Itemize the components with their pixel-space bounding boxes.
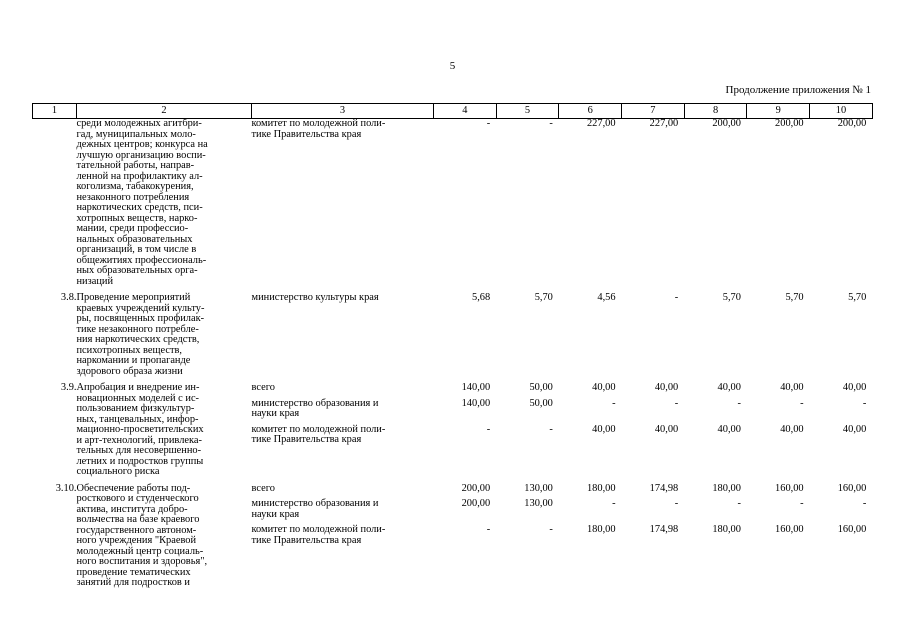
activity-name-line: общежитиях профессиональ- (76, 254, 207, 266)
funding-value: - (674, 397, 679, 409)
value-cell (810, 484, 873, 589)
funding-value: 130,00 (524, 482, 553, 494)
funding-value: 140,00 (461, 382, 491, 393)
executor-line: комитет по молодежной поли- (251, 423, 386, 435)
executor (252, 525, 434, 546)
executor-line: науки края (251, 408, 300, 419)
activity-name (77, 484, 252, 589)
table-body (33, 119, 873, 589)
activity-name-line: ных, танцевальных, инфор- (76, 413, 199, 425)
funding-value: 180,00 (712, 482, 741, 494)
funding-value: - (612, 397, 616, 409)
funding-value: 180,00 (712, 524, 741, 535)
row-number: 3.9. (60, 382, 77, 393)
activity-name-line: коголизма, табакокурения, (76, 181, 194, 192)
activity-name-line: наркотических средств, пси- (76, 202, 203, 213)
value-cell (747, 484, 810, 589)
executor (252, 383, 434, 399)
activity-name-line: наркомании и пропаганде (76, 355, 191, 366)
funding-value: 40,00 (654, 423, 679, 435)
activity-name-line: Обеспечение работы под- (76, 482, 191, 494)
activity-name-line: гад, муниципальных моло- (76, 128, 196, 140)
value-cell (747, 119, 810, 294)
column-header: 7 (622, 104, 685, 119)
column-header: 4 (434, 104, 497, 119)
value-cell (684, 293, 747, 383)
activity-name-line: тельных для несовершенно- (76, 445, 202, 456)
activity-name-line: социального риска (76, 466, 160, 477)
funding-value: 40,00 (592, 382, 616, 393)
activity-name-line: Проведение мероприятий (76, 292, 191, 303)
table-row (33, 293, 873, 383)
column-header: 5 (496, 104, 559, 119)
activity-name-line: ленной на профилактику ал- (76, 170, 203, 182)
funding-value: 140,00 (461, 397, 491, 409)
column-header: 9 (747, 104, 810, 119)
funding-value: - (800, 397, 804, 409)
funding-value: - (862, 498, 867, 509)
table-row (33, 383, 873, 484)
activity-name (77, 119, 252, 294)
funding-value: 174,98 (649, 482, 679, 494)
funding-value: 200,00 (712, 118, 741, 129)
activity-name-line: ного учреждения "Краевой (76, 535, 197, 546)
activity-name-line: краевых учреждений культу- (76, 302, 205, 314)
value-cell (559, 484, 622, 589)
funding-value: 160,00 (775, 482, 804, 494)
column-header: 3 (252, 104, 434, 119)
activity-name-line: хотропных веществ, нарко- (76, 212, 198, 224)
funding-value: 200,00 (837, 118, 867, 129)
activity-name (77, 383, 252, 484)
activity-name-line: ных образовательных орга- (76, 265, 198, 276)
activity-name-line: летних и подростков группы (76, 455, 204, 467)
activity-name-line: дежных центров; конкурса на (76, 139, 208, 150)
funding-value: 180,00 (586, 524, 616, 535)
row-number: 3.10. (55, 482, 77, 494)
value-cell (810, 383, 873, 484)
executor (252, 499, 434, 525)
funding-value: - (486, 423, 491, 435)
funding-value: 5,70 (848, 292, 867, 303)
funding-value: 40,00 (780, 423, 804, 435)
funding-value: 200,00 (461, 482, 491, 494)
column-header: 1 (33, 104, 77, 119)
executor (252, 293, 434, 304)
funding-value: 227,00 (586, 118, 616, 129)
continuation-label: Продолжение приложения № 1 (725, 84, 871, 96)
activity-name-line: здорового образа жизни (76, 365, 183, 377)
value-cell (496, 383, 559, 484)
activity-name-line: мании, среди профессио- (76, 223, 189, 234)
value-cell (434, 119, 497, 294)
value-cell (434, 383, 497, 484)
executor-line: комитет по молодежной поли- (251, 118, 386, 129)
funding-value: 5,70 (785, 292, 804, 303)
activity-name-line: актива, института добро- (76, 503, 188, 515)
value-cell (747, 293, 810, 383)
program-table (32, 103, 873, 589)
value-cell (622, 119, 685, 294)
value-cell (559, 293, 622, 383)
funding-value: 5,70 (534, 292, 553, 303)
activity-name-line: вольчества на базе краевого (76, 514, 200, 525)
funding-value: 4,56 (597, 292, 616, 303)
executor (252, 425, 434, 446)
column-header: 6 (559, 104, 622, 119)
funding-value: - (549, 118, 553, 129)
funding-value: 40,00 (780, 382, 804, 393)
funding-value: 200,00 (461, 498, 491, 509)
funding-value: - (800, 498, 804, 509)
value-cell (496, 293, 559, 383)
activity-name-line: среди молодежных агитбри- (76, 118, 202, 129)
executor-line: тике Правительства края (251, 128, 362, 140)
funding-value: - (737, 498, 741, 509)
funding-value: - (486, 118, 491, 129)
funding-value: - (737, 397, 741, 409)
executor (252, 484, 434, 500)
funding-value: 40,00 (717, 382, 741, 393)
executor (252, 399, 434, 425)
funding-value: 174,98 (649, 524, 679, 535)
activity-name-line: низаций (76, 275, 114, 287)
funding-value: - (549, 524, 553, 535)
activity-name-line: занятий для подростков и (76, 577, 190, 588)
activity-name-line: молодежный центр социаль- (76, 545, 204, 557)
executor-line: министерство культуры края (251, 292, 379, 303)
activity-name-line: тательной работы, направ- (76, 160, 195, 171)
value-cell (684, 119, 747, 294)
executor-cell (252, 293, 434, 383)
funding-value: 200,00 (775, 118, 804, 129)
value-cell (747, 383, 810, 484)
funding-value: 50,00 (529, 382, 553, 393)
activity-name-line: психотропных веществ, (76, 344, 183, 356)
executor-line: тике Правительства края (251, 434, 362, 445)
activity-name-line: пользованием физкультур- (76, 403, 195, 414)
activity-name-line: и арт-технологий, привлека- (76, 434, 202, 446)
table-row (33, 119, 873, 294)
funding-value: 40,00 (717, 423, 741, 435)
funding-value: - (674, 498, 679, 509)
funding-value: 40,00 (654, 382, 679, 393)
executor-line: министерство образования и (251, 397, 379, 409)
funding-value: - (862, 397, 867, 409)
value-cell (496, 119, 559, 294)
funding-value: - (549, 423, 553, 435)
activity-name-line: новационных моделей с ис- (76, 392, 200, 404)
activity-name-line: росткового и студенческого (76, 493, 199, 504)
activity-name-line: организаций, в том числе в (76, 244, 197, 255)
activity-name-line: ры, посвященных профилак- (76, 313, 205, 324)
funding-value: 160,00 (775, 524, 804, 535)
executor-cell (252, 119, 434, 294)
funding-value: 40,00 (592, 423, 616, 435)
activity-name-line: проведение тематических (76, 566, 191, 578)
row-number: 3.8. (60, 292, 77, 303)
value-cell (434, 293, 497, 383)
column-header: 10 (810, 104, 873, 119)
executor-line: комитет по молодежной поли- (251, 524, 386, 535)
funding-value: - (612, 498, 616, 509)
executor-line: всего (251, 382, 275, 393)
activity-name-line: нальных образовательных (76, 233, 193, 245)
funding-value: - (674, 292, 679, 303)
activity-name-line: Апробация и внедрение ин- (76, 382, 200, 393)
column-header: 2 (77, 104, 252, 119)
funding-value: 5,68 (472, 292, 491, 303)
funding-value: 40,00 (842, 423, 867, 435)
funding-value: 130,00 (524, 498, 553, 509)
value-cell (622, 383, 685, 484)
activity-name-line: лучшую организацию воспи- (76, 149, 206, 161)
activity-name-line: мационно-просветительских (76, 424, 204, 435)
activity-name-line: ного воспитания и здоровья", (76, 556, 208, 567)
funding-value: 5,70 (722, 292, 741, 303)
executor-line: министерство образования и (251, 498, 379, 509)
value-cell (810, 119, 873, 294)
funding-value: 160,00 (837, 482, 867, 494)
value-cell (622, 484, 685, 589)
funding-value: 227,00 (649, 118, 679, 129)
funding-value: 160,00 (837, 524, 867, 535)
executor-line: науки края (251, 508, 300, 520)
funding-value: 40,00 (842, 382, 867, 393)
value-cell (496, 484, 559, 589)
activity-name-line: государственного автоном- (76, 524, 197, 536)
activity-name-line: незаконного потребления (76, 191, 190, 203)
activity-name-line: ния наркотических средств, (76, 334, 200, 345)
executor-line: всего (251, 482, 275, 494)
funding-value: - (486, 524, 491, 535)
value-cell (684, 383, 747, 484)
table-row (33, 484, 873, 589)
executor-cell (252, 484, 434, 589)
value-cell (684, 484, 747, 589)
value-cell (559, 383, 622, 484)
page-number: 5 (449, 60, 456, 72)
funding-value: 180,00 (586, 482, 616, 494)
value-cell (559, 119, 622, 294)
value-cell (622, 293, 685, 383)
header-row (33, 104, 873, 119)
executor-cell (252, 383, 434, 484)
activity-name (77, 293, 252, 383)
executor-line: тике Правительства края (251, 534, 362, 546)
funding-value: 50,00 (529, 397, 553, 409)
column-header: 8 (684, 104, 747, 119)
row-number (33, 119, 77, 294)
activity-name-line: тике незаконного потребле- (76, 323, 199, 335)
executor (252, 119, 434, 140)
value-cell (434, 484, 497, 589)
value-cell (810, 293, 873, 383)
